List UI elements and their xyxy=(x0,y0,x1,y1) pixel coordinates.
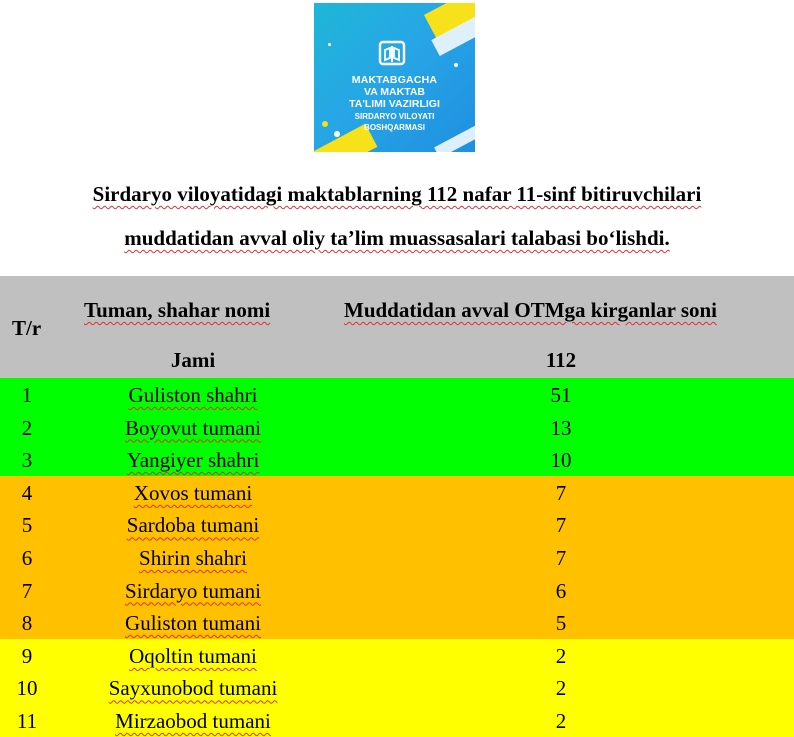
logo-line-5: BOSHQARMASI xyxy=(364,123,425,132)
table-row xyxy=(0,411,794,444)
row-district-name: Boyovut tumani xyxy=(125,415,261,440)
row-count: 10 xyxy=(550,448,572,473)
table-row xyxy=(0,378,794,411)
table-header xyxy=(0,276,794,378)
ministry-logo xyxy=(314,3,475,152)
row-number: 8 xyxy=(21,611,33,636)
row-number: 9 xyxy=(21,643,33,668)
row-number: 3 xyxy=(21,448,33,473)
table-row xyxy=(0,508,794,541)
header-number: T/r xyxy=(12,316,42,340)
row-district-name: Oqoltin tumani xyxy=(129,643,257,668)
row-count: 7 xyxy=(555,513,567,538)
row-district-name: Mirzaobod tumani xyxy=(115,708,271,733)
total-value: 112 xyxy=(545,348,577,372)
table-body xyxy=(0,378,794,737)
row-count: 5 xyxy=(555,611,567,636)
table-row xyxy=(0,443,794,476)
logo-line-3: TA'LIMI VAZIRLIGI xyxy=(349,98,440,110)
row-district-name: Guliston shahri xyxy=(128,383,258,407)
headline-line-2: muddatidan avval oliy ta’lim muassasalari talabasi bo‘lishdi. xyxy=(124,226,670,250)
row-count: 2 xyxy=(555,676,567,701)
total-label: Jami xyxy=(170,348,216,372)
table-row xyxy=(0,541,794,574)
row-count: 2 xyxy=(555,643,567,668)
row-number: 1 xyxy=(21,383,33,407)
table-row xyxy=(0,639,794,672)
table-row xyxy=(0,476,794,509)
logo-line-4: SIRDARYO VILOYATI xyxy=(354,112,435,121)
logo-line-1: MAKTABGACHA xyxy=(351,74,438,86)
table-row xyxy=(0,704,794,737)
row-number: 6 xyxy=(21,545,33,570)
table-row xyxy=(0,671,794,704)
row-district-name: Sayxunobod tumani xyxy=(108,676,278,701)
table-row xyxy=(0,574,794,607)
row-district-name: Sirdaryo tumani xyxy=(125,578,261,603)
book-icon xyxy=(376,36,408,68)
headline-line-1: Sirdaryo viloyatidagi maktablarning 112 nafar 11-sinf bitiruvchilari xyxy=(92,182,702,206)
logo-line-2: VA MAKTAB xyxy=(363,86,426,98)
results-table xyxy=(0,276,794,737)
row-number: 4 xyxy=(21,480,33,505)
row-district-name: Yangiyer shahri xyxy=(126,448,260,473)
row-count: 7 xyxy=(555,480,567,505)
row-count: 13 xyxy=(550,415,572,440)
row-count: 6 xyxy=(555,578,567,603)
table-row xyxy=(0,606,794,639)
header-count: Muddatidan avval OTMga kirganlar soni xyxy=(344,298,718,322)
header-district: Tuman, shahar nomi xyxy=(84,298,271,322)
row-count: 7 xyxy=(555,545,567,570)
row-district-name: Guliston tumani xyxy=(125,611,261,636)
row-number: 11 xyxy=(16,708,38,733)
row-number: 2 xyxy=(21,415,33,440)
row-district-name: Sardoba tumani xyxy=(126,513,260,538)
row-count: 2 xyxy=(555,708,567,733)
row-district-name: Xovos tumani xyxy=(133,480,253,505)
row-number: 10 xyxy=(16,676,38,701)
row-count: 51 xyxy=(550,383,572,407)
row-number: 5 xyxy=(21,513,33,538)
row-district-name: Shirin shahri xyxy=(139,545,247,570)
row-number: 7 xyxy=(21,578,33,603)
